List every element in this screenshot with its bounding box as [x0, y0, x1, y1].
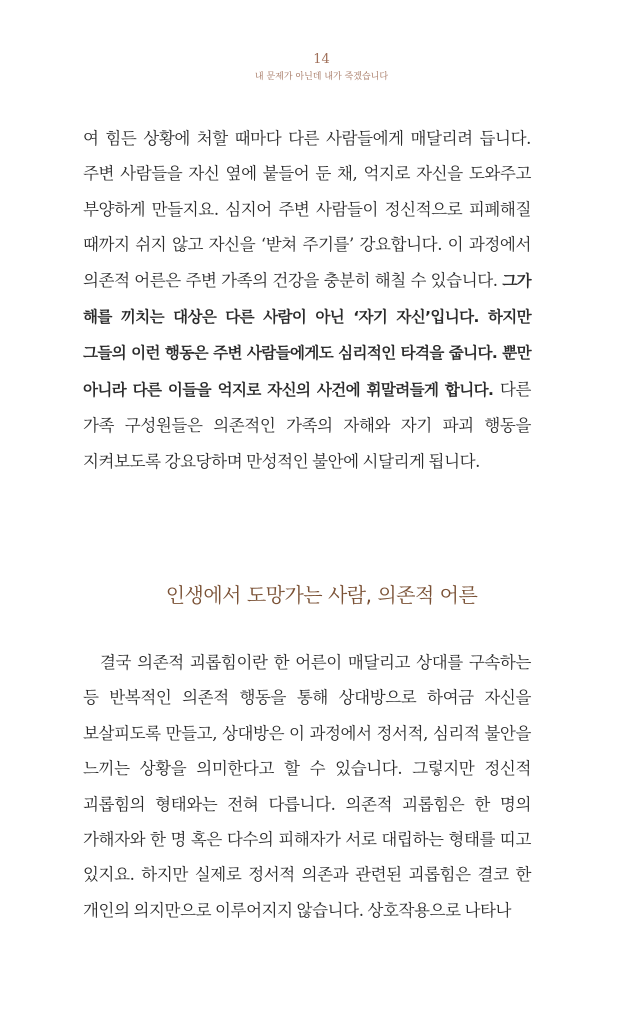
- running-title: 내 문제가 아닌데 내가 죽겠습니다: [254, 72, 389, 82]
- paragraph-text: 다른 가족 구성원들은 의존적인 가족의 자해와 자기 파괴 행동을 지켜보도록 강요당하며 만성적인 불안에 시달리게 됩니다.: [83, 379, 531, 471]
- body-paragraph-2: 결국 의존적 괴롭힘이란 한 어른이 매달리고 상대를 구속하는 등 반복적인 의존적 행동을 통해 상대방으로 하여금 자신을 보살피도록 만들고, 상대방은 이 과정에서 정서적, 심리적 불안을 느끼는 상황을 의미한다고 할 수 있습니다. 그렇지만 정신적 괴롭힘의 형태와는 전혀 다릅니다. 의존적 괴롭힘은 한 명의 가해자와 한 명 혹은 다수의 피해자가 서로 대립하는 형태를 띠고 있지요. 하지만 실제로 정서적 의존과 관련된 괴롭힘은 결코 한 개인의 의지만으로 이루어지지 않습니다. 상호작용으로 나타나: [83, 653, 531, 920]
- page-number: 14: [313, 52, 330, 67]
- page-header: [0, 52, 643, 84]
- paragraph-text: 여 힘든 상황에 처할 때마다 다른 사람들에게 매달리려 듭니다. 주변 사람들을 자신 옆에 붙들어 둔 채, 억지로 자신을 도와주고 부양하게 만들지요. 심지어 주변 사람들이 정신적으로 피폐해질 때까지 쉬지 않고 자신을 ‘받쳐 주기를’ 강요합니다. 이 과정에서 의존적 어른은 주변 가족의 건강을 충분히 해칠 수 있습니다.: [83, 129, 531, 290]
- section-heading: 인생에서 도망가는 사람, 의존적 어른: [165, 583, 478, 607]
- emphasized-text: 그가 해를 끼치는 대상은 다른 사람이 아닌 ‘자기 자신’입니다. 하지만 그들의 이런 행동은 주변 사람들에게도 심리적인 타격을 줍니다. 뿐만 아니라 다른 이들을 억지로 자신의 사건에 휘말려들게 합니다.: [83, 271, 531, 399]
- body-paragraph-1: [83, 121, 531, 479]
